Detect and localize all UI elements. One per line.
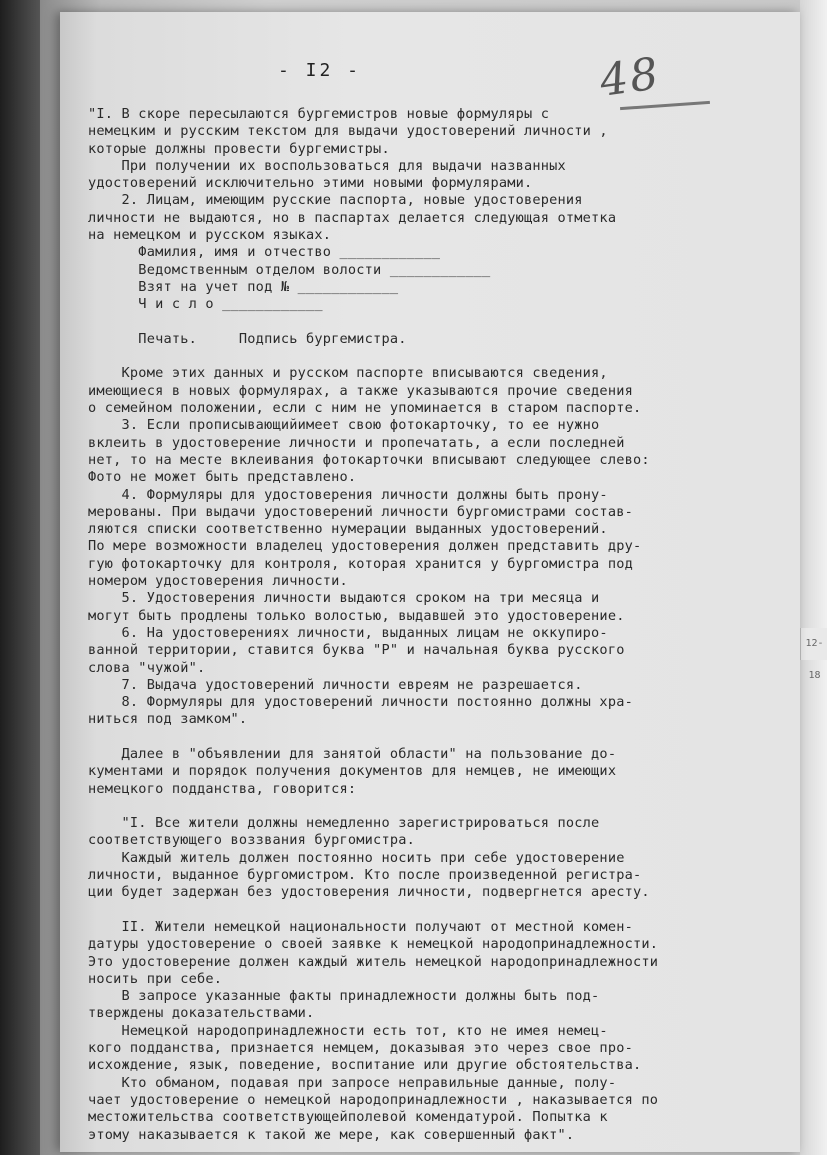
page-number: - I2 - <box>278 60 362 81</box>
text-line: 8. Формуляры для удостоверений личности постоянно должны хра- <box>88 694 633 711</box>
text-line: По мере возможности владелец удостоверения должен представить дру- <box>88 538 642 555</box>
handwritten-folio-number: 48 <box>596 48 664 107</box>
text-line: вклеить в удостоверение личности и пропечатать, а если последней <box>88 434 625 451</box>
text-line <box>88 798 688 815</box>
text-line: чает удостоверение о немецкой народопринадлежности , наказывается по <box>88 1091 659 1108</box>
text-line: номером удостоверения личности. <box>88 573 348 590</box>
text-line: о семейном положении, если с ним не упоминается в старом паспорте. <box>88 400 642 417</box>
text-line: нет, то на месте вклеивания фотокарточки вписывают следующее слево: <box>88 451 650 468</box>
text-line: исхождение, язык, поведение, воспитание или другие обстоятельства. <box>88 1057 642 1074</box>
text-line: 5. Удостоверения личности выдаются сроком на три месяца и <box>88 590 600 607</box>
text-line: датуры удостоверение о своей заявке к немецкой народопринадлежности. <box>88 936 659 953</box>
text-line: Печать. Подпись бургемистра. <box>88 330 407 347</box>
scan-edge-right <box>800 0 827 1155</box>
text-line: 4. Формуляры для удостоверения личности должны быть прону- <box>88 486 608 503</box>
text-line: В запросе указанные факты принадлежности должны быть под- <box>88 988 600 1005</box>
text-line: ванной территории, ставится буква "Р" и начальная буква русского <box>88 642 625 659</box>
text-line: Фото не может быть представлено. <box>88 469 357 486</box>
text-line: Фамилия, имя и отчество ____________ <box>88 244 441 261</box>
text-line: Это удостоверение должен каждый житель немецкой народопринадлежности <box>88 953 659 970</box>
text-line <box>88 729 688 746</box>
text-line: Ведомственным отделом волости ____________ <box>88 261 491 278</box>
text-line: Немецкой народопринадлежности есть тот, кто не имея немец- <box>88 1022 608 1039</box>
text-line: личности не выдаются, но в паспартах делается следующая отметка <box>88 209 617 226</box>
text-line: мерованы. При выдачи удостоверений личности бургомистрами состав- <box>88 503 633 520</box>
text-line <box>88 348 688 365</box>
text-line: немецким и русским текстом для выдачи удостоверений личности , <box>88 123 608 140</box>
text-line: личности, выданное бургомистром. Кто после произведенной регистра- <box>88 867 642 884</box>
text-line: 7. Выдача удостоверений личности евреям не разрешается. <box>88 676 583 693</box>
text-line: удостоверений исключительно этими новыми формулярами. <box>88 175 533 192</box>
text-line: "I. В скоре пересылаются бургемистров новые формуляры с <box>88 106 550 122</box>
text-line: ции будет задержан без удостоверения личности, подвергнется аресту. <box>88 884 650 901</box>
text-line: Далее в "объявлении для занятой области" на пользование до- <box>88 745 617 762</box>
text-line: соответствующего воззвания бургомистра. <box>88 832 415 849</box>
document-page <box>60 12 800 1152</box>
text-line: кого подданства, признается немцем, доказывая это через свое про- <box>88 1040 633 1057</box>
text-line: немецкого подданства, говорится: <box>88 780 357 797</box>
text-line: ляются списки соответственно нумерации выданных удостоверений. <box>88 521 608 538</box>
text-line: 2. Лицам, имеющим русские паспорта, новые удостоверения <box>88 192 583 209</box>
text-line: на немецком и русском языках. <box>88 227 332 244</box>
text-line: Ч и с л о ____________ <box>88 296 323 313</box>
text-line: Взят на учет под № ____________ <box>88 278 399 295</box>
text-line: гую фотокарточку для контроля, которая хранится у бургомистра под <box>88 555 633 572</box>
text-line: тверждены доказательствами. <box>88 1005 315 1022</box>
text-line: II. Жители немецкой национальности получают от местной комен- <box>88 918 633 935</box>
text-line: 6. На удостоверениях личности, выданных лицам не оккупиро- <box>88 624 608 641</box>
text-line: При получении их воспользоваться для выдачи названных <box>88 157 566 174</box>
text-line: носить при себе. <box>88 970 223 987</box>
text-line: слова "чужой". <box>88 659 206 676</box>
text-line: кументами и порядок получения документов для немцев, не имеющих <box>88 763 617 780</box>
text-line <box>88 314 688 331</box>
text-line: "I. Все жители должны немедленно зарегистрироваться после <box>88 815 600 832</box>
text-line: Кроме этих данных и русском паспорте вписываются сведения, <box>88 365 608 382</box>
text-line: могут быть продлены только волостью, выдавшей это удостоверение. <box>88 607 625 624</box>
text-line: ниться под замком". <box>88 711 248 728</box>
text-line: имеющиеся в новых формулярах, а также указываются прочие сведения <box>88 382 633 399</box>
text-line: местожительства соответствующейполевой комендатурой. Попытка к <box>88 1109 608 1126</box>
text-line: этому наказывается к такой же мере, как совершенный факт". <box>88 1126 575 1143</box>
text-line: Кто обманом, подавая при запросе неправильные данные, полу- <box>88 1074 617 1091</box>
side-tab-label: 12-18 <box>800 628 827 660</box>
text-line <box>88 902 688 919</box>
text-line: которые должны провести бургемистры. <box>88 140 390 157</box>
text-line: 3. Если прописывающийимеет свою фотокарточку, то ее нужно <box>88 417 600 434</box>
text-line: Каждый житель должен постоянно носить при себе удостоверение <box>88 849 625 866</box>
document-body-text <box>88 106 688 1144</box>
